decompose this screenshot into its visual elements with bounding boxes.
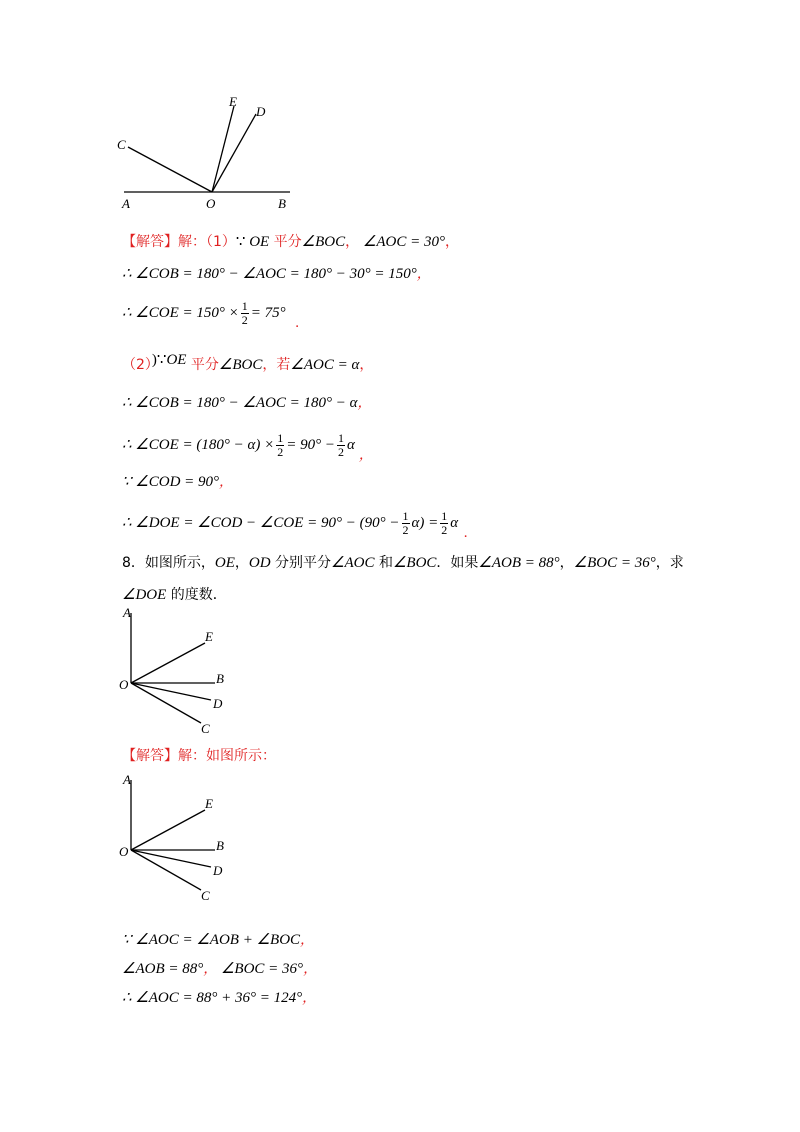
angle-aob-value: ∠AOB = 88° [122,961,204,977]
label-b: B [216,671,224,686]
solution-8-line-2 [122,959,317,979]
label-e: E [229,94,237,109]
label-a: A [123,605,131,620]
period: . [295,314,300,331]
label-b: B [278,196,286,211]
label-o: O [119,677,129,692]
question-8-line-2 [122,585,227,605]
angle-doe: ∠DOE [122,587,167,603]
part-2-label: （2） [122,357,152,373]
fraction-one-half: $\frac{1}{2}$ [441,509,448,537]
equation: ∴ ∠COB = 180° − ∠AOC = 180° − α [122,395,358,411]
angle-boc: ∠BOC [301,234,346,250]
solution-8-line-3 [122,988,316,1008]
equation-part-2: = 90° − [286,436,335,453]
angle-boc-value: ∠BOC = 36° [573,555,656,571]
because-symbol: ∵ [235,234,246,250]
solution-1-line-2 [122,264,431,284]
segment-oe: OE [214,555,235,571]
solution-8-intro [122,746,276,766]
bisect-word: 平分 [269,234,302,250]
equation: ∴ ∠COB = 180° − ∠AOC = 180° − 30° = 150° [122,266,417,282]
separator: ， [234,555,249,571]
answer-tag: 【解答】 [122,748,178,764]
bisect-word: 平分 [186,357,219,373]
angle-aoc-value: ∠AOC = 30° [362,234,445,250]
equation-part-1: ∴ ∠DOE = ∠COD − ∠COE = 90° − (90° − [122,514,400,531]
ray-oc [131,850,201,890]
label-a: A [123,772,131,787]
angle-aob-value: ∠AOB = 88° [478,555,560,571]
segment-oe: OE [166,352,187,368]
equation-part-3: α [450,514,459,531]
comma: ， [359,357,374,373]
angle-boc-value: ∠BOC = 36° [220,961,304,977]
comma: ， [358,446,373,463]
comma: ， [345,234,360,250]
solution-2-line-5 [122,509,468,541]
equation-part-3: α [346,436,355,453]
angle-aoc-alpha: ∠AOC = α [290,357,360,373]
comma: ， [302,990,317,1006]
angle-boc: ∠BOC [392,555,437,571]
answer-tag: 【解答】 [122,234,178,250]
label-d: D [213,863,223,878]
label-a: A [122,196,130,211]
solution-1-line-3 [122,299,300,331]
comma: ， [300,932,315,948]
ray-oc [131,683,201,723]
solution-2-line-2 [122,393,372,413]
label-c: C [201,888,210,903]
solution-8-line-1 [122,930,314,950]
label-o: O [119,844,129,859]
question-number: 8．如图所示， [122,555,215,571]
solution-2-line-1 [122,352,374,375]
angle-aoc: ∠AOC [331,555,375,571]
label-d: D [256,104,266,119]
if-word: ，若 [262,357,291,373]
ray-od [131,683,211,700]
question-8-line-1 [122,553,684,573]
solution-intro: 解：如图所示： [178,748,276,764]
ray-oc [128,147,212,192]
fraction-one-half: $\frac{1}{2}$ [337,431,344,459]
solution-2-line-4 [122,472,233,492]
label-b: B [216,838,224,853]
comma: ， [444,234,459,250]
equation: ∵ ∠COD = 90° [122,474,220,490]
figure-2-angle-diagram [115,605,235,740]
text: ．如果 [436,555,479,571]
label-c: C [201,721,210,736]
comma: ， [357,395,372,411]
comma: ， [203,961,218,977]
comma: ， [416,266,431,282]
period: . [464,524,468,541]
ray-oe [131,810,205,850]
label-c: C [117,137,126,152]
equation: ∵ ∠AOC = ∠AOB + ∠BOC [122,932,301,948]
ray-od [212,114,256,192]
because-symbol: )∵ [151,352,167,368]
equation: ∴ ∠AOC = 88° + 36° = 124° [122,990,303,1006]
fraction-one-half: $\frac{1}{2}$ [277,431,284,459]
label-d: D [213,696,223,711]
text: ，求 [655,555,684,571]
angle-boc: ∠BOC [218,357,263,373]
segment-oe: OE [249,234,270,250]
text: 的度数． [166,587,227,603]
comma: ， [303,961,318,977]
solution-intro: 解：（1） [178,234,236,250]
segment-od: OD [248,555,271,571]
ray-oe [212,106,234,192]
equation-part-1: ∴ ∠COE = 150° × [122,304,239,321]
label-e: E [205,796,213,811]
equation-part-2: α) = [411,514,439,531]
fraction-one-half: $\frac{1}{2}$ [402,509,409,537]
label-o: O [206,196,216,211]
text: 和 [374,555,393,571]
solution-2-line-3 [122,431,373,463]
ray-od [131,850,211,867]
figure-3-angle-diagram [115,772,235,907]
separator: ， [559,555,574,571]
text: 分别平分 [270,555,332,571]
comma: ， [219,474,234,490]
solution-1-line-1 [122,232,459,252]
label-e: E [205,629,213,644]
ray-oe [131,643,205,683]
equation-part-1: ∴ ∠COE = (180° − α) × [122,436,275,453]
figure-1-angle-diagram [110,92,300,212]
equation-part-2: = 75° [250,304,286,321]
fraction-one-half: $\frac{1}{2}$ [241,299,248,327]
